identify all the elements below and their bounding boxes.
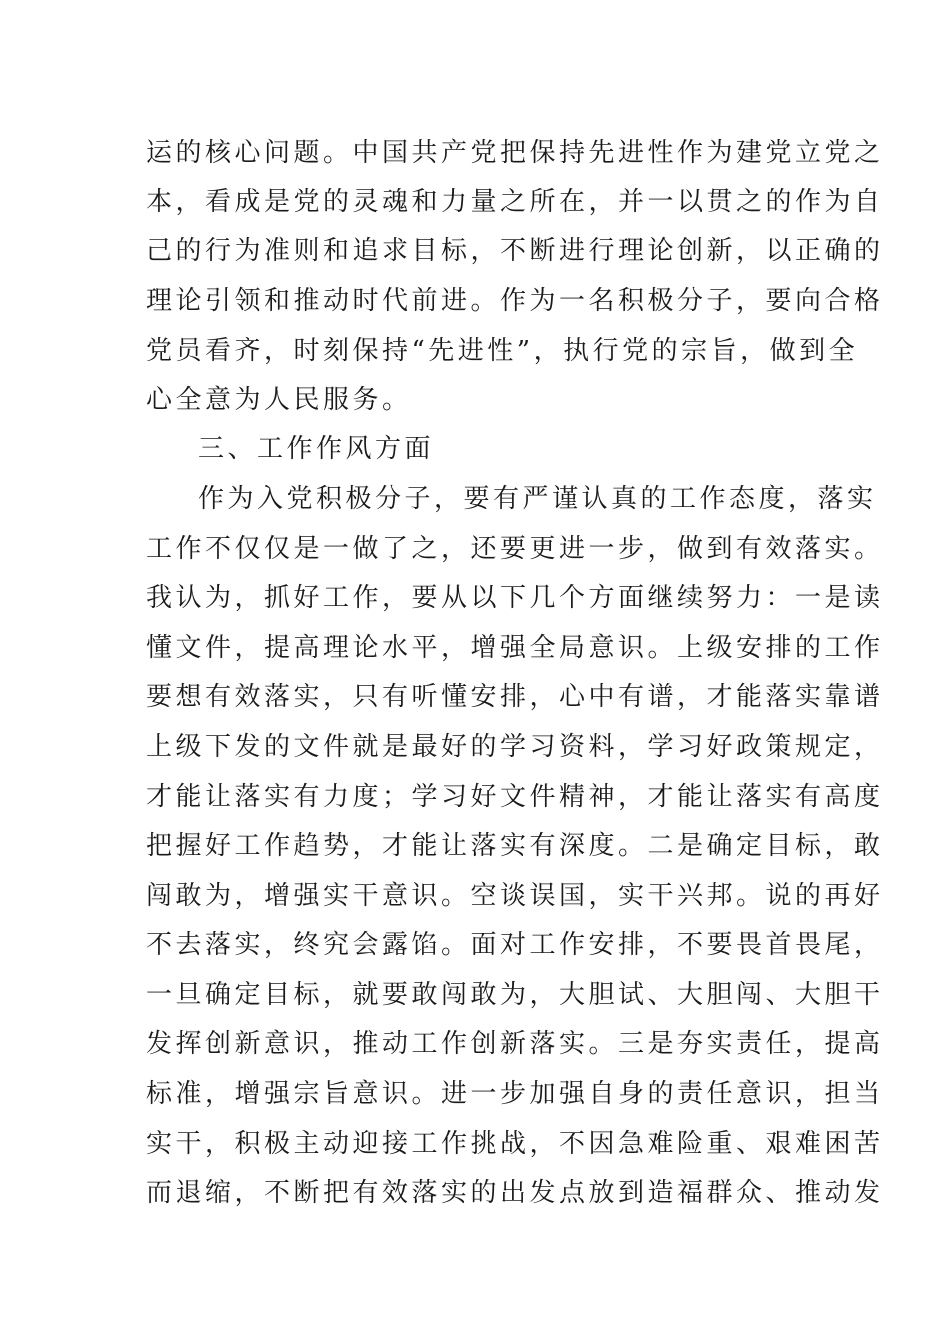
text-line: 己的行为准则和追求目标，不断进行理论创新，以正确的 [146,236,884,266]
text-line: 发挥创新意识，推动工作创新落实。三是夯实责任，提高 [146,1029,884,1059]
text-line: 才能让落实有力度；学习好文件精神，才能让落实有高度 [146,782,884,812]
text-line: 懂文件，提高理论水平，增强全局意识。上级安排的工作 [146,633,884,663]
text-line: 运的核心问题。中国共产党把保持先进性作为建党立党之 [146,138,884,168]
text-line: 标准，增强宗旨意识。进一步加强自身的责任意识，担当 [146,1079,884,1109]
text-line: 上级下发的文件就是最好的学习资料，学习好政策规定， [146,732,884,762]
paragraph-first-line: 作为入党积极分子，要有严谨认真的工作态度，落实 [198,484,877,514]
text-line: 要想有效落实，只有听懂安排，心中有谱，才能落实靠谱 [146,682,884,712]
section-heading: 三、工作作风方面 [198,434,435,464]
text-line: 而退缩，不断把有效落实的出发点放到造福群众、推动发 [146,1178,884,1208]
text-line: 工作不仅仅是一做了之，还要更进一步，做到有效落实。 [146,534,884,564]
text-line: 理论引领和推动时代前进。作为一名积极分子，要向合格 [146,286,884,316]
text-line: 一旦确定目标，就要敢闯敢为，大胆试、大胆闯、大胆干 [146,980,884,1010]
text-line: 本，看成是党的灵魂和力量之所在，并一以贯之的作为自 [146,187,884,217]
text-line: 实干，积极主动迎接工作挑战，不因急难险重、艰难困苦 [146,1129,884,1159]
text-line: 闯敢为，增强实干意识。空谈误国，实干兴邦。说的再好 [146,881,884,911]
text-line: 心全意为人民服务。 [146,385,412,415]
text-line: 不去落实，终究会露馅。面对工作安排，不要畏首畏尾， [146,930,884,960]
text-line: 党员看齐，时刻保持“先进性”，执行党的宗旨，做到全 [146,336,859,366]
text-line: 我认为，抓好工作，要从以下几个方面继续努力：一是读 [146,583,884,613]
text-line: 把握好工作趋势，才能让落实有深度。二是确定目标，敢 [146,831,884,861]
